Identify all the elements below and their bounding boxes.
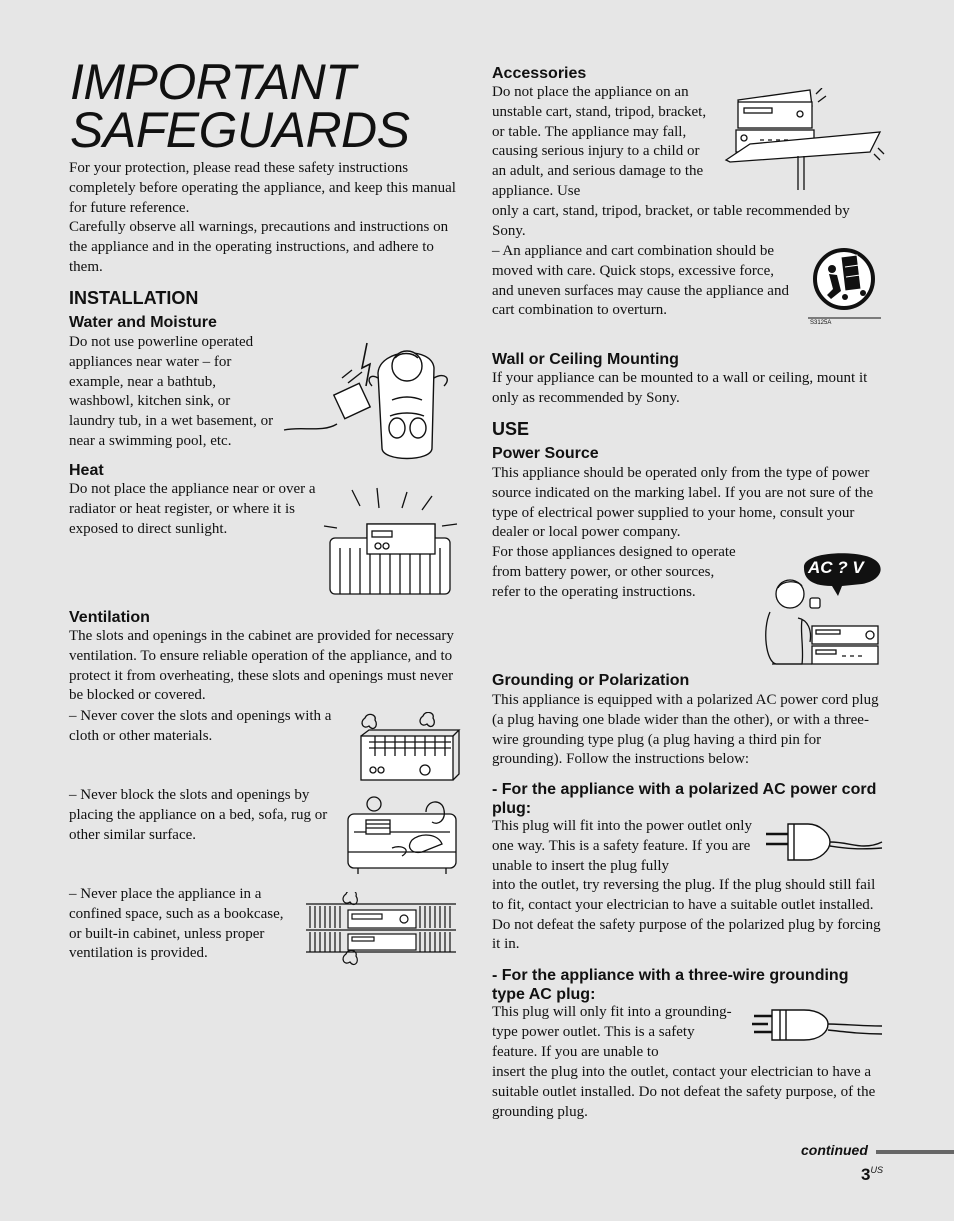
sofa-illustration [342,792,462,876]
intro-paragraph-2: Carefully observe all warnings, precautions and instructions on the appliance and in the operating instructions, and adhere to them. [69,219,449,275]
heat-text: Do not place the appliance near or over a radiator or heat register, or where it is exposed to direct sunlight. [69,481,316,537]
title-line-2: SAFEGUARDS [70,102,410,158]
ventilation-item-3: – Never place the appliance in a confined space, such as a bookcase, or built-in cabinet, unless proper ventilation is provided. [69,886,284,962]
heat-heading: Heat [69,462,104,479]
use-heading: USE [492,419,530,439]
page-title [70,54,410,158]
grounding-plug-text-a: This plug will only fit into a grounding-type power outlet. This is a safety feature. If you are unable to [492,1004,732,1060]
power-source-text: This appliance should be operated only from the type of power source indicated on the marking label. If you are not sure of the type of electrical power supplied to your home, consult your dealer or local power company. [492,465,874,541]
grounding-plug-heading: - For the appliance with a three-wire grounding type AC plug: [492,967,849,1003]
title-line-1: IMPORTANT [70,54,356,110]
power-source-heading: Power Source [492,445,599,462]
power-question-illustration [742,550,884,668]
ventilation-heading: Ventilation [69,609,150,626]
wall-mount-text: If your appliance can be mounted to a wall or ceiling, mount it only as recommended by Sony. [492,370,868,406]
page-number-suffix: US [870,1165,883,1175]
cart-symbol-code: S3125A [810,320,832,326]
accessories-text-b: only a cart, stand, tripod, bracket, or table recommended by Sony. [492,203,850,239]
polarized-plug-heading: - For the appliance with a polarized AC power cord plug: [492,781,877,817]
accessories-text-a: Do not place the appliance on an unstable cart, stand, tripod, bracket, or table. The appliance may fall, causing serious injury to a child or an adult, and serious damage to the appliance. Use [492,84,707,199]
accessories-heading: Accessories [492,65,587,82]
accessories-text-c: – An appliance and cart combination should be moved with care. Quick stops, excessive force, and uneven surfaces may cause the appliance and cart combination to overturn. [492,243,789,319]
wall-mount-heading: Wall or Ceiling Mounting [492,351,679,368]
grounding-plug-icon [750,1004,884,1048]
grounding-plug-text-b: insert the plug into the outlet, contact your electrician to have a suitable outlet installed. Do not defeat the safety purpose, of the grounding plug. [492,1064,876,1120]
installation-heading: INSTALLATION [69,288,199,308]
ventilation-item-1: – Never cover the slots and openings with a cloth or other materials. [69,708,332,744]
polarized-plug-icon [764,820,884,866]
shelf-appliance-illustration [720,88,886,194]
polarized-plug-text-a: This plug will fit into the power outlet only one way. This is a safety feature. If you are unable to insert the plug fully [492,818,752,874]
ventilation-text: The slots and openings in the cabinet are provided for necessary ventilation. To ensure reliable operation of the appliance, and to protect it from overheating, these slots and openings must never be blocked or covered. [69,628,454,704]
grounding-heading: Grounding or Polarization [492,672,690,689]
continued-rule [876,1150,954,1154]
continued-label: continued [801,1142,868,1158]
ventilation-item-2: – Never block the slots and openings by placing the appliance on a bed, sofa, rug or other similar surface. [69,787,328,843]
bathtub-illustration [282,338,464,466]
radiator-illustration [322,486,460,598]
water-text: Do not use powerline operated appliances near water – for example, near a bathtub, washbowl, kitchen sink, or laundry tub, in a wet basement, or near a swimming pool, etc. [69,334,274,449]
water-heading: Water and Moisture [69,314,217,331]
intro-paragraph-1: For your protection, please read these safety instructions completely before operating the appliance, and keep this manual for future reference. [69,160,456,216]
polarized-plug-text-b: into the outlet, try reversing the plug. If the plug should still fail to fit, contact your electrician to have a suitable outlet installed. Do not defeat the safety purpose of the polarized plug by forcing it in. [492,877,881,953]
cart-warning-symbol [805,247,885,326]
bookcase-illustration [304,892,460,970]
power-source-text-2: For those appliances designed to operate from battery power, or other sources, refer to the operating instructions. [492,544,736,600]
page-number-value: 3 [861,1165,871,1184]
cloth-cover-illustration [355,712,461,784]
power-bubble-text: AC ? V [808,558,864,577]
grounding-text: This appliance is equipped with a polarized AC power cord plug (a plug having one blade wider than the other), or with a three-wire grounding type plug (a plug having a third pin for grounding). Follow the instructions below: [492,692,879,768]
page-number [861,1165,883,1185]
